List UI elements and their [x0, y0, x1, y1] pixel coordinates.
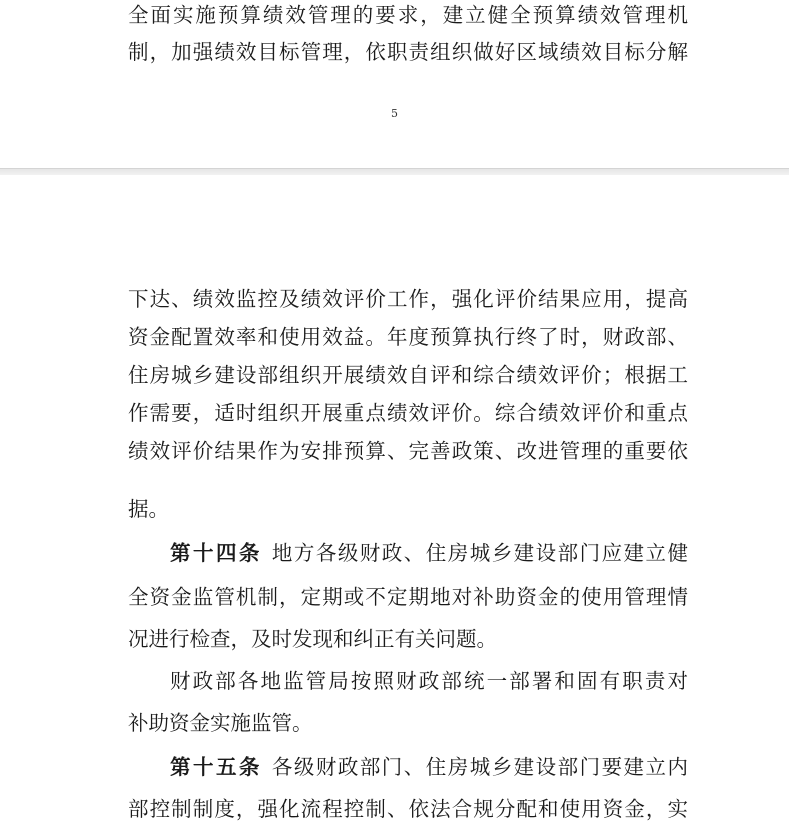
text-line: 据。: [128, 497, 169, 521]
text-line: 住房城乡建设部组织开展绩效自评和综合绩效评价；根据工: [128, 363, 688, 387]
document-page-bottom: [0, 175, 789, 833]
text-line: 况进行检查，及时发现和纠正有关问题。: [128, 627, 497, 651]
article-15-first-line: [170, 753, 688, 781]
text-line: 财政部各地监管局按照财政部统一部署和固有职责对: [170, 669, 688, 693]
article-14-text: 地方各级财政、住房城乡建设部门应建立健: [271, 541, 689, 565]
document-page-top: [0, 0, 789, 168]
text-line: 作需要，适时组织开展重点绩效评价。综合绩效评价和重点: [128, 401, 688, 425]
text-line: 补助资金实施监管。: [128, 711, 313, 735]
text-line: 绩效评价结果作为安排预算、完善政策、改进管理的重要依: [128, 439, 688, 463]
text-line: 全资金监管机制，定期或不定期地对补助资金的使用管理情: [128, 585, 688, 609]
article-15-text: 各级财政部门、住房城乡建设部门要建立内: [271, 755, 689, 779]
text-line: 制，加强绩效目标管理，依职责组织做好区域绩效目标分解: [128, 40, 688, 64]
page-number: 5: [391, 107, 398, 120]
text-line: 部控制制度，强化流程控制、依法合规分配和使用资金，实: [128, 797, 688, 821]
text-line: 全面实施预算绩效管理的要求，建立健全预算绩效管理机: [128, 3, 688, 27]
text-line: 下达、绩效监控及绩效评价工作，强化评价结果应用，提高: [128, 287, 688, 311]
article-15-heading: 第十五条: [170, 755, 262, 779]
article-14-first-line: [170, 539, 688, 567]
article-14-heading: 第十四条: [170, 541, 262, 565]
text-line: 资金配置效率和使用效益。年度预算执行终了时，财政部、: [128, 325, 688, 349]
